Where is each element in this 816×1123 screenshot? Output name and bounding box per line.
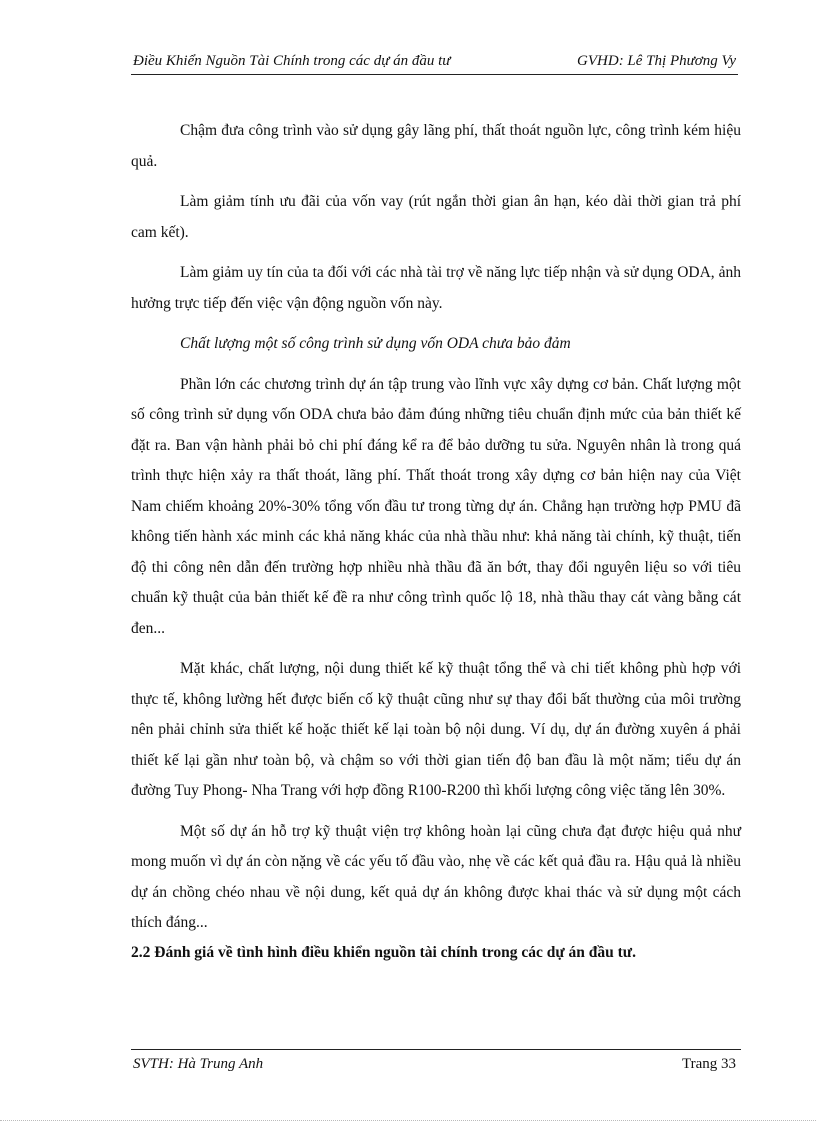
section-heading: 2.2 Đánh giá về tình hình điều khiển nguồn tài chính trong các dự án đầu tư. [131, 943, 636, 961]
footer-student: SVTH: Hà Trung Anh [133, 1056, 264, 1072]
paragraph-delay-waste: Chậm đưa công trình vào sử dụng gây lãng phí, thất thoát nguồn lực, công trình kém hiệu quả. [131, 122, 741, 170]
paragraph-reputation: Làm giảm uy tín của ta đối với các nhà tài trợ về năng lực tiếp nhận và sử dụng ODA, ảnh hưởng trực tiếp đến việc vận động nguồn vốn này. [131, 264, 741, 312]
paragraph-design-issues: Mặt khác, chất lượng, nội dung thiết kế kỹ thuật tổng thể và chi tiết không phù hợp với thực tế, không lường hết được biến cố kỹ thuật cũng như sự thay đổi bất thường của môi trường nên phải chỉnh sửa thiết kế hoặc thiết kế lại toàn bộ nội dung. Ví dụ, dự án đường xuyên á phải thiết kế lại gần như toàn bộ, và chậm so với thời gian tiến độ ban đầu là một năm; tiểu dự án đường Tuy Phong- Nha Trang với hợp đồng R100-R200 thì khối lượng công việc tăng lên 30%. [131, 660, 741, 799]
document-body [131, 116, 741, 967]
page-footer [131, 1049, 741, 1080]
header-document-title: Điều Khiển Nguồn Tài Chính trong các dự án đầu tư [133, 53, 451, 69]
page-bottom-edge [0, 1120, 816, 1121]
subheading-quality: Chất lượng một số công trình sử dụng vốn ODA chưa bảo đảm [180, 335, 571, 352]
paragraph-loan-incentive: Làm giảm tính ưu đãi của vốn vay (rút ngắn thời gian ân hạn, kéo dài thời gian trả phí cam kết). [131, 193, 741, 241]
page-header [131, 50, 738, 75]
footer-page-number: Trang 33 [681, 1056, 736, 1072]
header-supervisor: GVHD: Lê Thị Phương Vy [577, 53, 736, 69]
paragraph-construction-quality: Phần lớn các chương trình dự án tập trung vào lĩnh vực xây dựng cơ bản. Chất lượng một số công trình sử dụng vốn ODA chưa bảo đảm đúng những tiêu chuẩn định mức của bản thiết kế đặt ra. Ban vận hành phải bỏ chi phí đáng kể ra để bảo dưỡng tu sửa. Nguyên nhân là trong quá trình thực hiện xảy ra thất thoát, lãng phí. Thất thoát trong xây dựng cơ bản hiện nay của Việt Nam chiếm khoảng 20%-30% tổng vốn đầu tư trong từng dự án. Chẳng hạn trường hợp PMU đã không tiến hành xác minh các khả năng khác của nhà thầu như: khả năng tài chính, kỹ thuật, tiến độ thi công nên dẫn đến trường hợp nhiều nhà thầu đã ăn bớt, thay đổi nguyên liệu so với tiêu chuẩn kỹ thuật của bản thiết kế đề ra như công trình quốc lộ 18, nhà thầu thay cát vàng bằng cát đen... [131, 375, 741, 637]
paragraph-technical-assistance: Một số dự án hỗ trợ kỹ thuật viện trợ không hoàn lại cũng chưa đạt được hiệu quả như mong muốn vì dự án còn nặng về các yếu tố đầu vào, nhẹ về các kết quả đầu ra. Hậu quả là nhiều dự án chồng chéo nhau về nội dung, kết quả dự án không được khai thác và sử dụng một cách thích đáng... [131, 822, 741, 931]
